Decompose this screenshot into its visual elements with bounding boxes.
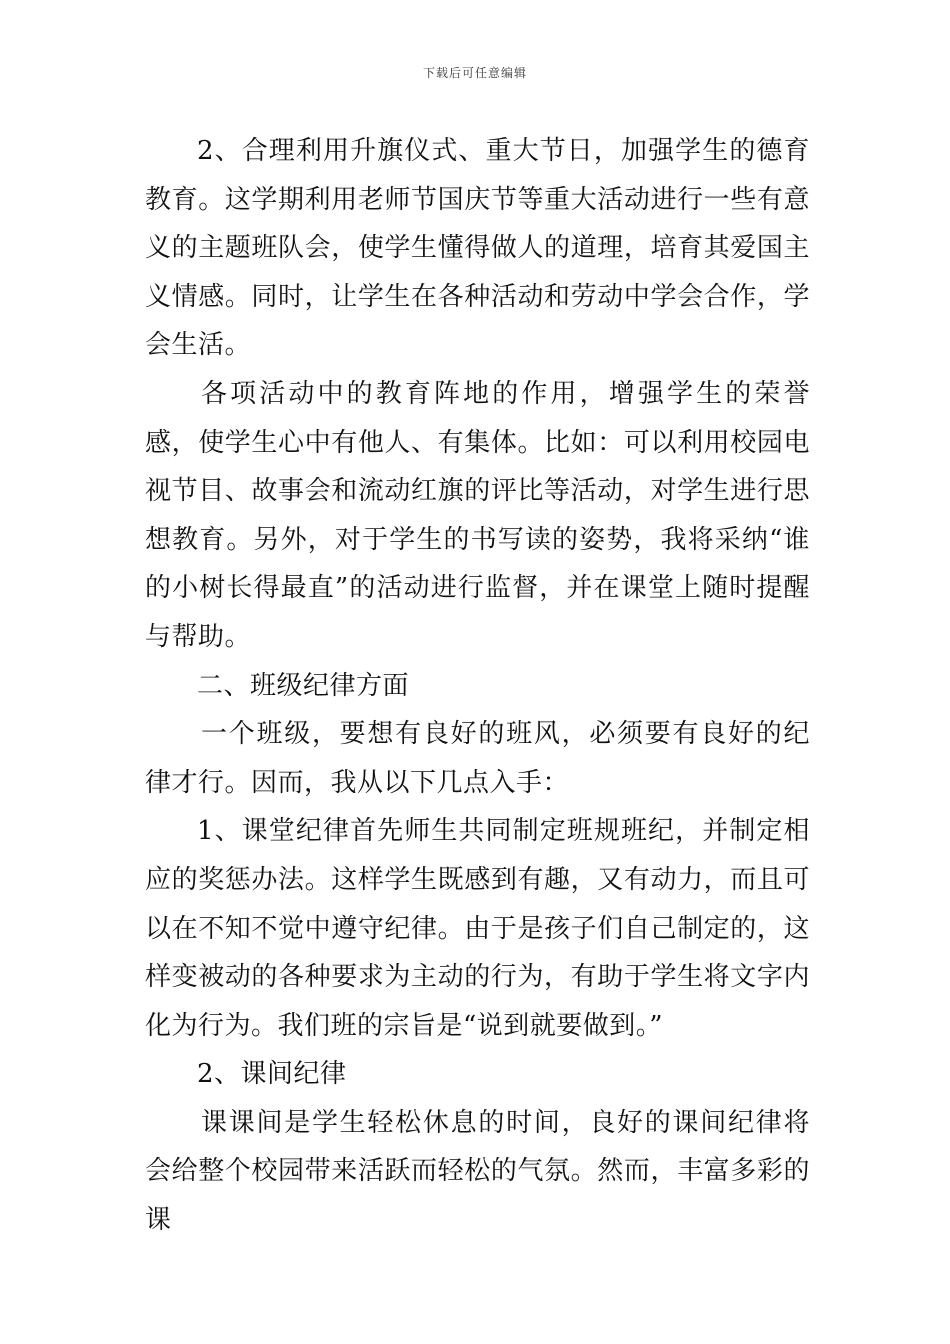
header-note: 下载后可任意编辑: [422, 66, 527, 80]
paragraph-moral-education-ceremonies: 2、合理利用升旗仪式、重大节日，加强学生的德育教育。这学期利用老师节国庆节等重大活动进行一些有意义的主题班队会，使学生懂得做人的道理，培育其爱国主义情感。同时，让学生在各种活动和劳动中学会合作，学会生活。: [145, 136, 810, 361]
paragraph-classroom-discipline: 1、课堂纪律首先师生共同制定班规班纪，并制定相应的奖惩办法。这样学生既感到有趣，又有动力，而且可以在不知不觉中遵守纪律。由于是孩子们自己制定的，这样变被动的各种要求为主动的行为，有助于学生将文字内化为行为。我们班的宗旨是“说到就要做到。”: [145, 816, 810, 1041]
subheading-break-discipline: 2、课间纪律: [197, 1059, 347, 1090]
document-body: [145, 127, 810, 1245]
paragraph-activity-education: 各项活动中的教育阵地的作用，增强学生的荣誉感，使学生心中有他人、有集体。比如：可以利用校园电视节目、故事会和流动红旗的评比等活动，对学生进行思想教育。另外，对于学生的书写读的姿势，我将采纳“谁的小树长得最直”的活动进行监督，并在课堂上随时提醒与帮助。: [145, 378, 810, 652]
paragraph-discipline-intro: 一个班级，要想有良好的班风，必须要有良好的纪律才行。因而，我从以下几点入手：: [145, 719, 810, 798]
paragraph-break-discipline: 课课间是学生轻松休息的时间，良好的课间纪律将会给整个校园带来活跃而轻松的气氛。然而，丰富多彩的课: [145, 1107, 810, 1236]
section-heading-class-discipline: 二、班级纪律方面: [197, 670, 410, 701]
